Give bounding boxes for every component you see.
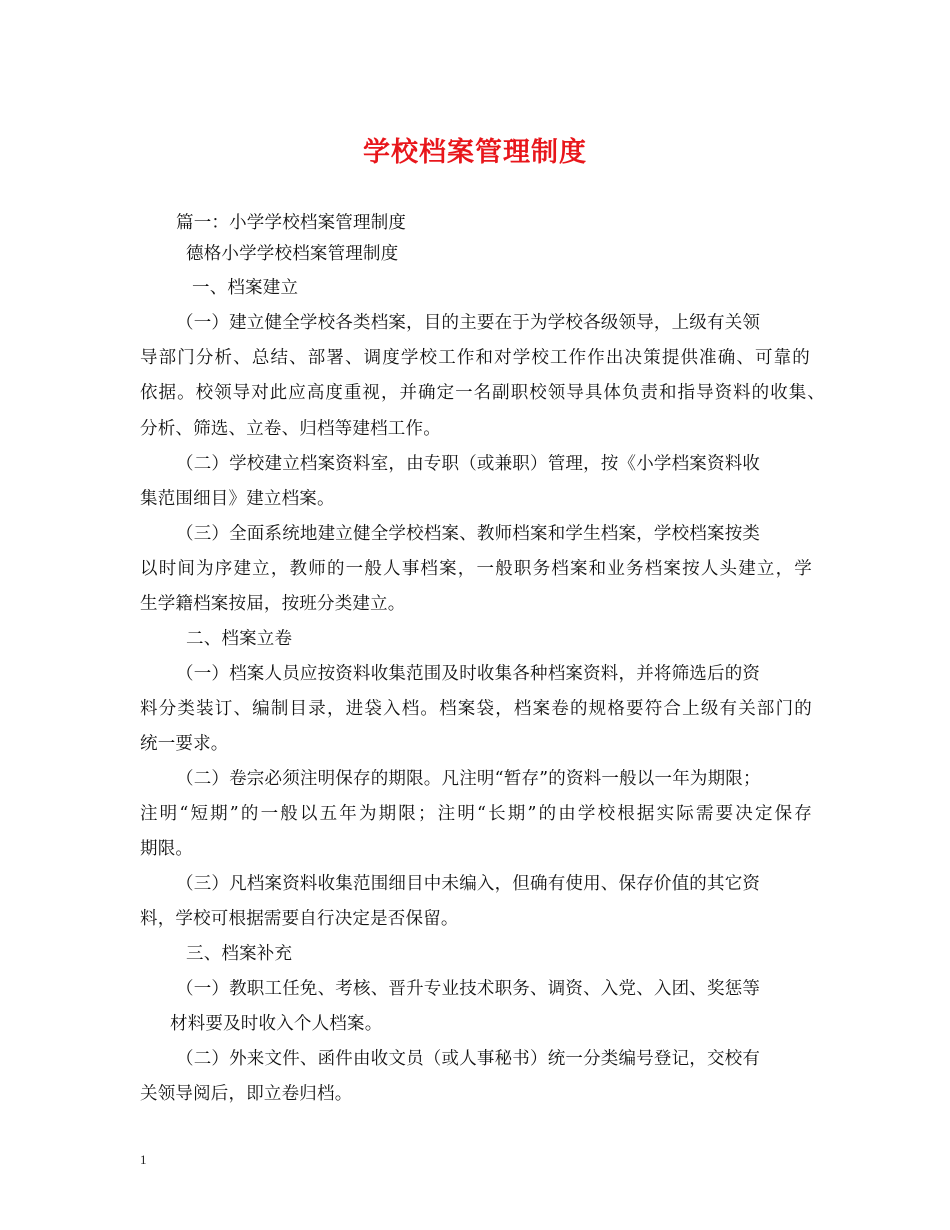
text-line: 生学籍档案按届，按班分类建立。 xyxy=(140,594,406,614)
text-line: 注明“短期”的一般以五年为期限；注明“长期”的由学校根据实际需要决定保存 xyxy=(140,804,812,824)
text-line: 以时间为序建立，教师的一般人事档案，一般职务档案和业务档案按人头建立，学 xyxy=(140,559,812,579)
text-line: 依据。校领导对此应高度重视，并确定一名副职校领导具体负责和指导资料的收集、 xyxy=(140,383,825,403)
text-line: 集范围细目》建立档案。 xyxy=(140,489,335,509)
page-number: 1 xyxy=(140,1152,147,1167)
text-line: 分析、筛选、立卷、归档等建档工作。 xyxy=(140,419,441,439)
text-line: （三）全面系统地建立健全学校档案、教师档案和学生档案，学校档案按类 xyxy=(176,524,761,544)
page-title: 学校档案管理制度 xyxy=(363,137,587,168)
text-line: 篇一：小学学校档案管理制度 xyxy=(176,213,407,233)
text-line: （二）外来文件、函件由收文员（或人事秘书）统一分类编号登记，交校有 xyxy=(176,1049,761,1069)
section-heading: 三、档案补充 xyxy=(186,944,293,964)
text-line: 统一要求。 xyxy=(140,734,229,754)
text-line: 德格小学学校档案管理制度 xyxy=(186,244,399,264)
section-heading: 二、档案立卷 xyxy=(186,629,293,649)
text-line: 关领导阅后，即立卷归档。 xyxy=(140,1084,353,1104)
text-line: （一）档案人员应按资料收集范围及时收集各种档案资料，并将筛选后的资 xyxy=(176,664,761,684)
text-line: 导部门分析、总结、部署、调度学校工作和对学校工作作出决策提供准确、可靠的 xyxy=(140,348,810,368)
text-line: 期限。 xyxy=(140,839,194,859)
section-heading: 一、档案建立 xyxy=(192,278,299,298)
text-line: 料，学校可根据需要自行决定是否保留。 xyxy=(140,909,459,929)
text-line: （一）建立健全学校各类档案，目的主要在于为学校各级领导，上级有关领 xyxy=(176,313,761,333)
text-line: （三）凡档案资料收集范围细目中未编入，但确有使用、保存价值的其它资 xyxy=(176,874,761,894)
text-line: （二）学校建立档案资料室，由专职（或兼职）管理，按《小学档案资料收 xyxy=(176,454,761,474)
text-line: 料分类装订、编制目录，进袋入档。档案袋，档案卷的规格要符合上级有关部门的 xyxy=(140,699,812,719)
text-line: （二）卷宗必须注明保存的期限。凡注明“暂存”的资料一般以一年为期限； xyxy=(176,769,761,789)
text-line: 材料要及时收入个人档案。 xyxy=(170,1014,383,1034)
text-line: （一）教职工任免、考核、晋升专业技术职务、调资、入党、入团、奖惩等 xyxy=(176,979,761,999)
